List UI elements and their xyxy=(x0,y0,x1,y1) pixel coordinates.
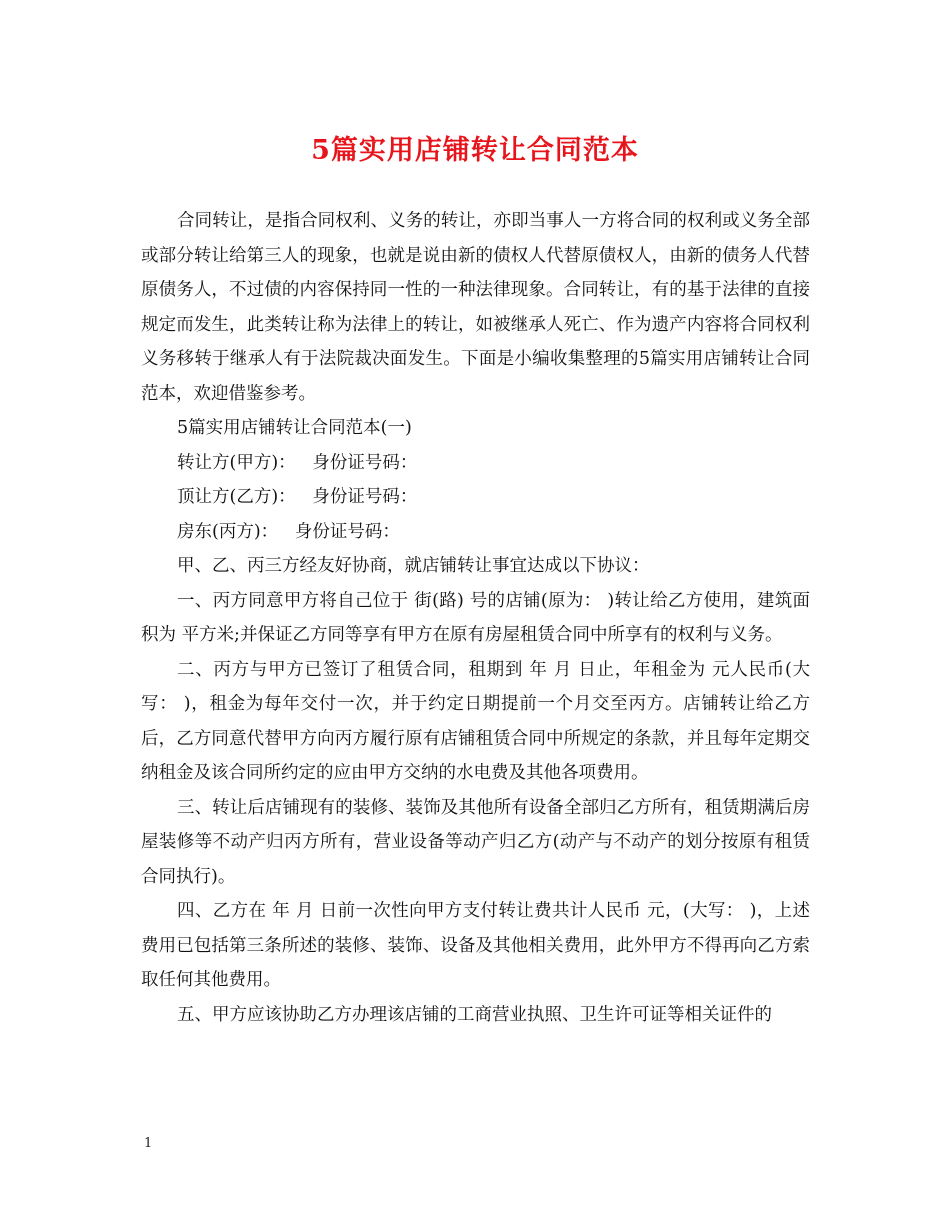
clause-2: 二、丙方与甲方已签订了租赁合同，租期到 年 月 日止，年租金为 元人民币(大写： )，租金为每年交付一次，并于约定日期提前一个月交至丙方。店铺转让给乙方后，乙方同意代替甲方向丙方履行原有店铺租赁合同中所规定的条款，并且每年定期交纳租金及该合同所约定的应由甲方交纳的水电费及其他各项费用。 xyxy=(141,659,810,783)
document-body xyxy=(141,204,810,1032)
party-b-line: 顶让方(乙方)： 身份证号码： xyxy=(177,487,418,507)
intro-paragraph: 合同转让，是指合同权利、义务的转让，亦即当事人一方将合同的权利或义务全部或部分转让给第三人的现象，也就是说由新的债权人代替原债权人，由新的债务人代替原债务人，不过债的内容保持同一性的一种法律现象。合同转让，有的基于法律的直接规定而发生，此类转让称为法律上的转让，如被继承人死亡、作为遗产内容将合同权利义务移转于继承人有于法院裁决面发生。下面是小编收集整理的5篇实用店铺转让合同范本，欢迎借鉴参考。 xyxy=(141,211,810,404)
party-a-line: 转让方(甲方)： 身份证号码： xyxy=(177,452,418,473)
page-number: 1 xyxy=(144,1136,153,1151)
clause-1: 一、丙方同意甲方将自己位于 街(路) 号的店铺(原为： )转让给乙方使用，建筑面积为 平方米;并保证乙方同等享有甲方在原有房屋租赁合同中所享有的权利与义务。 xyxy=(141,590,810,645)
party-c-line: 房东(丙方)： 身份证号码： xyxy=(177,521,400,542)
clause-5: 五、甲方应该协助乙方办理该店铺的工商营业执照、卫生许可证等相关证件的 xyxy=(177,1004,772,1025)
agreement-statement: 甲、乙、丙三方经友好协商，就店铺转让事宜达成以下协议： xyxy=(177,556,650,576)
clause-3: 三、转让后店铺现有的装修、装饰及其他所有设备全部归乙方所有，租赁期满后房屋装修等不动产归丙方所有，营业设备等动产归乙方(动产与不动产的划分按原有租赁合同执行)。 xyxy=(141,797,810,887)
contract-subtitle: 5篇实用店铺转让合同范本(一) xyxy=(177,418,412,438)
clause-4: 四、乙方在 年 月 日前一次性向甲方支付转让费共计人民币 元，(大写： )，上述费用已包括第三条所述的装修、装饰、设备及其他相关费用，此外甲方不得再向乙方索取任何其他费用。 xyxy=(141,901,810,990)
document-title: 5篇实用店铺转让合同范本 xyxy=(311,135,639,166)
